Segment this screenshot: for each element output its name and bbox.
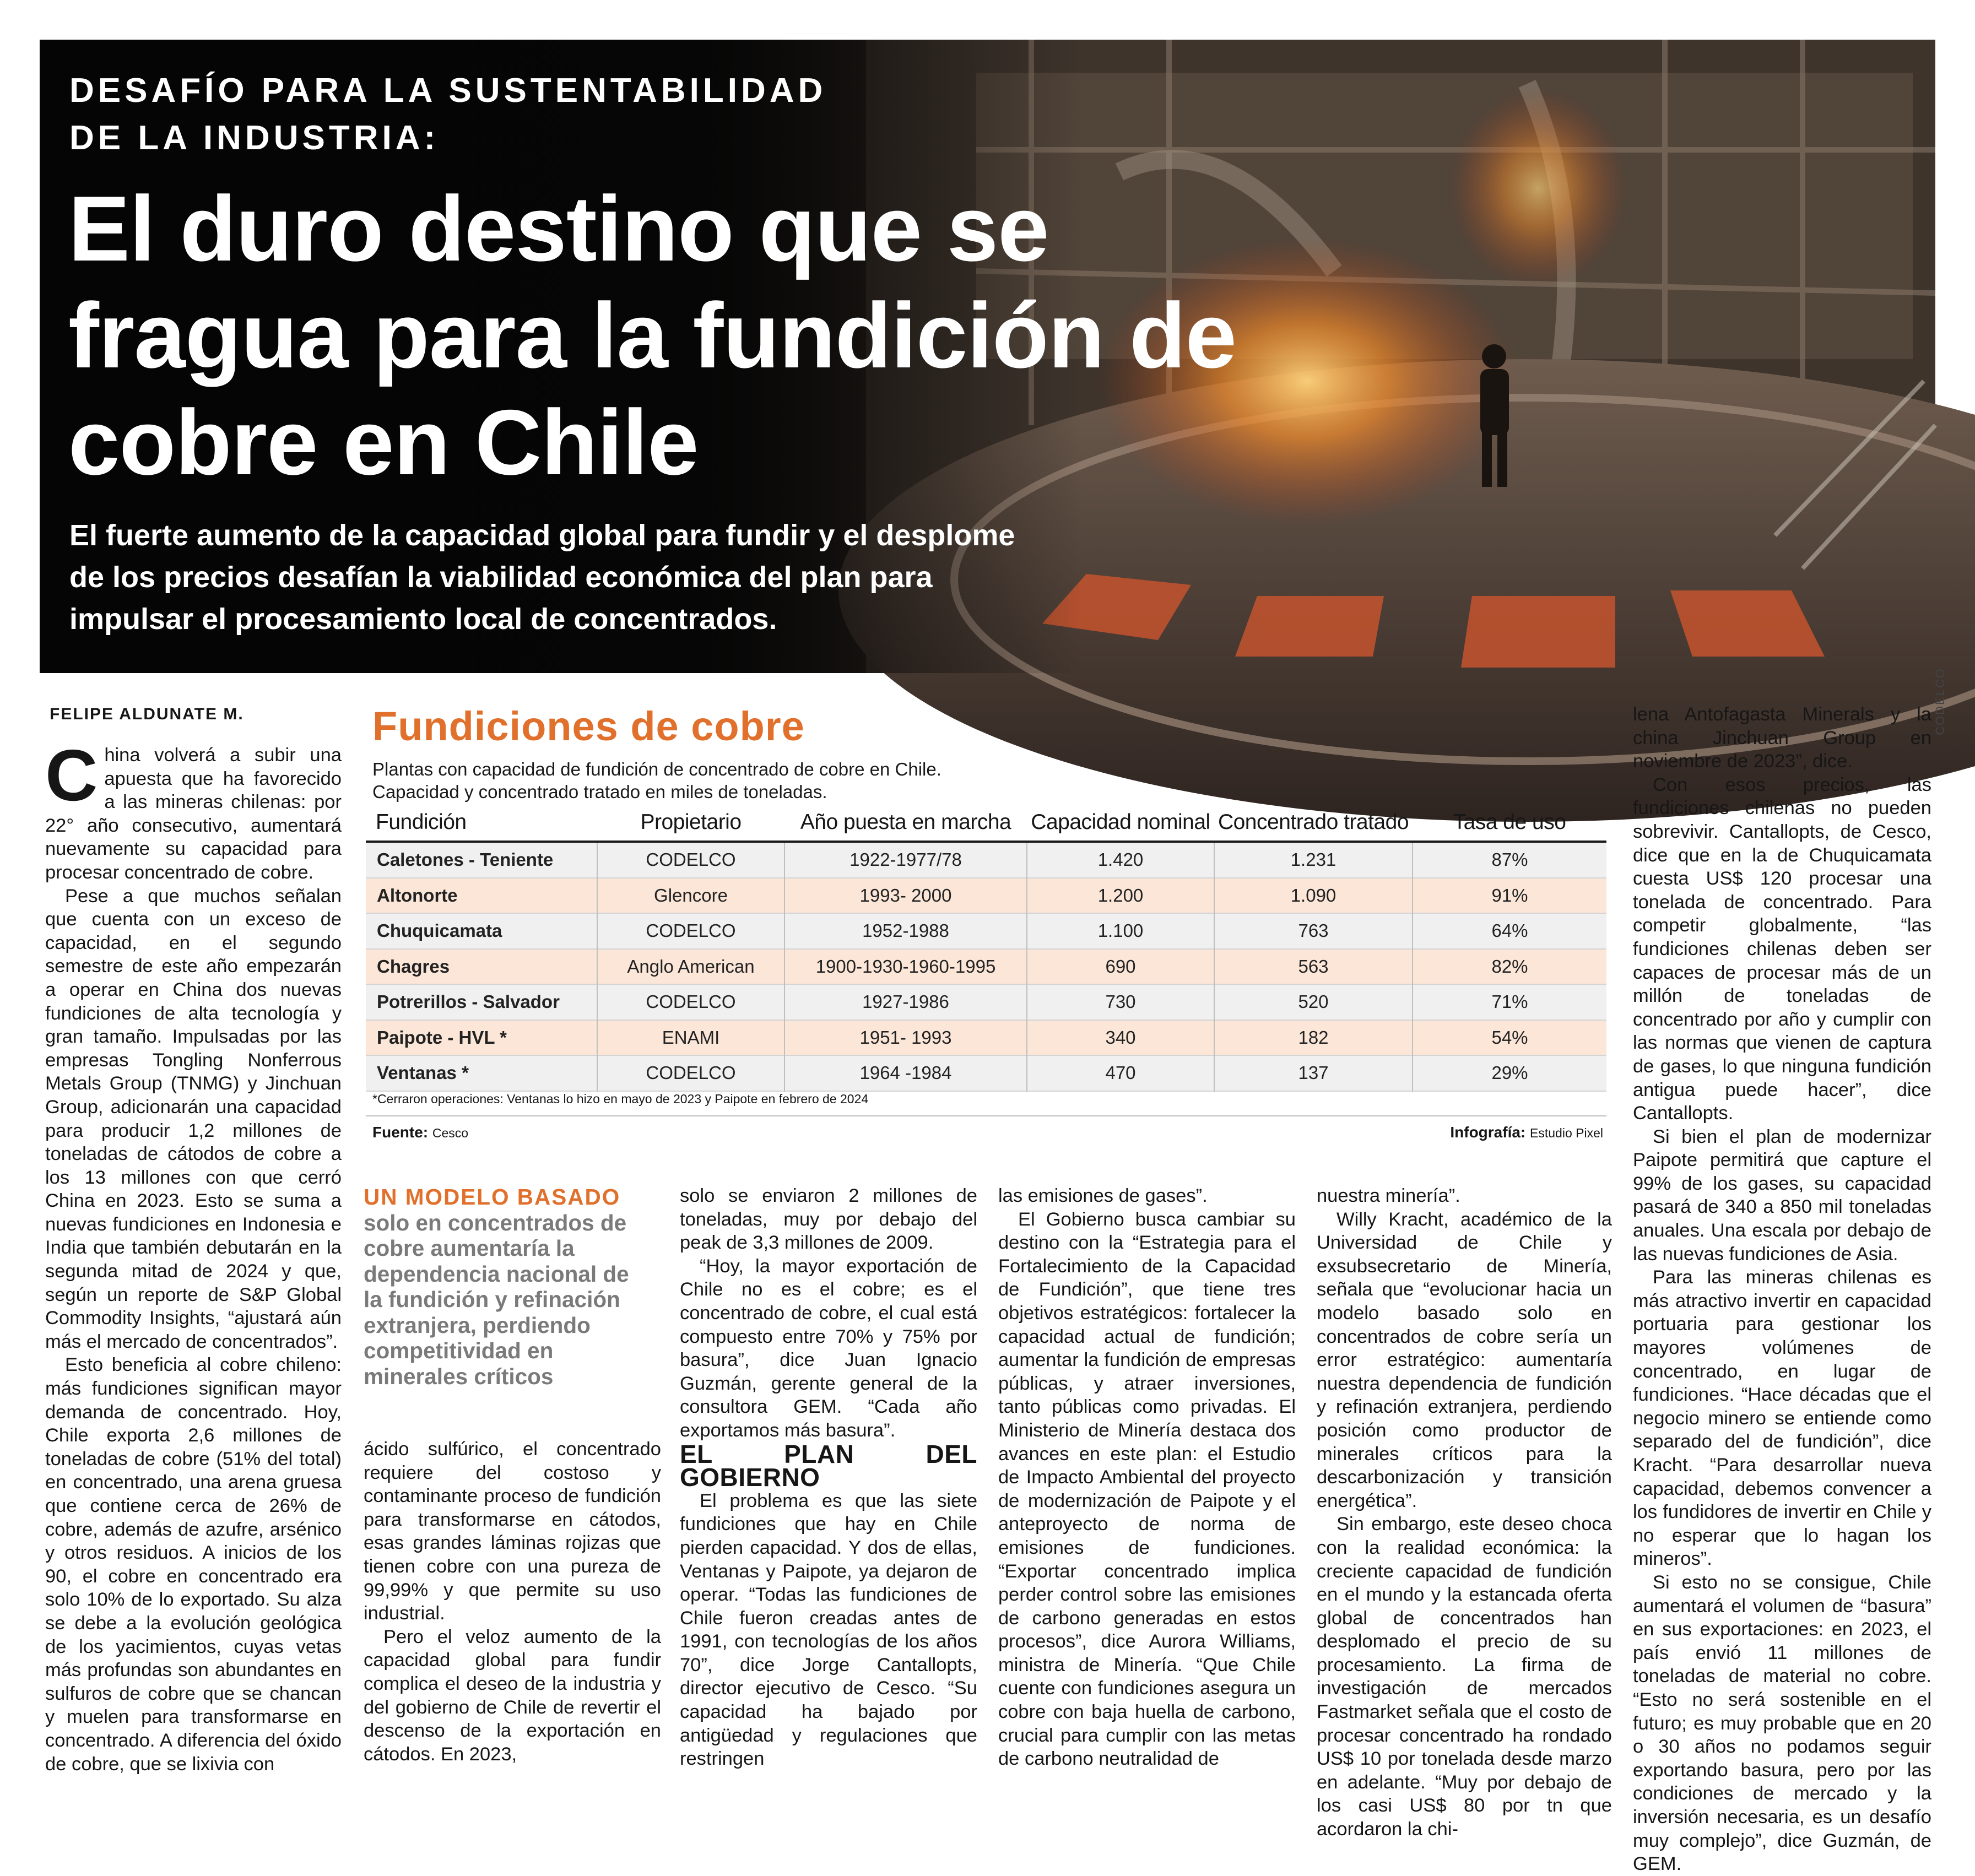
table-row [366, 949, 1606, 985]
article-paragraph: Esto beneficia al cobre chileno: más fundiciones significan mayor demanda de concentrado. Hoy, Chile exporta 2,6 millones de toneladas de cobre (51% del total) en concentrado, una arena gruesa que contiene cerca de 26% de cobre, además de azufre, arsénico y otros residuos. A inicios de los 90, el cobre en concentrado era solo 10% de lo exportado. Su alza se debe a la evolución geológica de los yacimientos, cuyas vetas más profundas son abundantes en sulfuros de cobre que se chancan y muelen para transformarse en concentrado. A diferencia del óxido de cobre, que se lixivia con [45, 1354, 342, 1775]
cell-usage: 82% [1413, 949, 1606, 985]
cell-owner: CODELCO [597, 842, 784, 878]
article-column-6 [1633, 703, 1931, 1876]
article-column-5 [1317, 1184, 1612, 1841]
cell-treated: 563 [1214, 949, 1413, 985]
kicker [69, 67, 841, 162]
article-paragraph: El problema es que las siete fundiciones que hay en Chile pierden capacidad. Y dos de ellas, Ventanas y Paipote, ya dejaron de operar. “Todas las fundiciones de Chile fueron creadas antes de 1991, con tecnologías de los años 70”, dice Jorge Cantallopts, director ejecutivo de Cesco. “Su capacidad ha bajado por antigüedad y regulaciones que restringen [680, 1490, 977, 1770]
graphic-credit [1450, 1124, 1603, 1141]
article-paragraph: Pese a que muchos señalan que cuenta con un exceso de capacidad, en el segundo semestre de este año empezarán a operar en China dos nuevas fundiciones de alta tecnología y gran tamaño. Impulsadas por las empresas Tongling Nonferrous Metals Group (TNMG) y Jinchuan Group, adicionarán una capacidad para producir 1,2 millones de toneladas de cátodos de cobre a los 13 millones con que cerró China en 2023. Esto se suma a nuevas fundiciones en Indonesia e India que también debutarán en la segunda mitad de 2024 y que, según un reporte de S&P Global Commodity Insights, “ajustará aún más el mercado de concentrados”. [45, 885, 342, 1352]
article-paragraph: “Hoy, la mayor exportación de Chile no es el cobre; es el concentrado de cobre, el cual está compuesto entre 70% y 75% por basura”, dice Juan Ignacio Guzmán, gerente general de la consultora GEM. “Cada año exportamos más basura”. [680, 1255, 977, 1441]
table-row [366, 913, 1606, 949]
table-row [366, 1055, 1606, 1091]
subtitle-line: Capacidad y concentrado tratado en miles de toneladas. [372, 782, 827, 802]
infographic-title: Fundiciones de cobre [372, 703, 805, 749]
cell-capacity: 730 [1027, 984, 1214, 1020]
headline: El duro destino que se fragua para la fundición de cobre en Chile [68, 177, 1237, 494]
article-paragraph: Con esos precios, las fundiciones chilenas no pueden sobrevivir. Cantallopts, de Cesco, dice que en la de Chuquicamata cuesta US$ 120 procesar una tonelada de concentrado. Para competir globalmente, “las fundiciones chilenas deben ser capaces de procesar más de un millón de toneladas de concentrado por año y cumplir con las normas que vienen de captura de gases, lo que ninguna fundición antigua puede hacer”, dice Cantallopts. [1633, 774, 1931, 1124]
cell-treated: 520 [1214, 984, 1413, 1020]
infographic-subtitle [372, 758, 941, 803]
cell-usage: 54% [1413, 1020, 1606, 1056]
smelters-table [366, 804, 1606, 1092]
article-paragraph: Pero el veloz aumento de la capacidad global para fundir complica el deseo de la industria y del gobierno de Chile de revertir el descenso de la exportación en cátodos. En 2023, [364, 1626, 661, 1765]
cell-capacity: 1.200 [1027, 878, 1214, 914]
cell-year: 1952-1988 [784, 913, 1027, 949]
smelters-infographic [361, 700, 1611, 1151]
cell-treated: 137 [1214, 1055, 1413, 1091]
article-column-1 [45, 735, 342, 1776]
source-label: Fuente: [372, 1124, 429, 1141]
cell-treated: 763 [1214, 913, 1413, 949]
column-header: Tasa de uso [1413, 804, 1606, 842]
divider [366, 1115, 1606, 1116]
cell-owner: ENAMI [597, 1020, 784, 1056]
kicker-line: DE LA INDUSTRIA: [69, 119, 440, 157]
cell-year: 1900-1930-1960-1995 [784, 949, 1027, 985]
table-row [366, 984, 1606, 1020]
column-header: Concentrado tratado [1214, 804, 1413, 842]
kicker-line: DESAFÍO PARA LA SUSTENTABILIDAD [69, 72, 827, 110]
cell-capacity: 1.420 [1027, 842, 1214, 878]
column-header: Año puesta en marcha [784, 804, 1027, 842]
pull-quote-lead: UN MODELO BASADO [364, 1184, 621, 1210]
article-paragraph: lena Antofagasta Minerals y la china Jinchuan Group en noviembre de 2023”, dice. [1633, 704, 1931, 772]
cell-year: 1951- 1993 [784, 1020, 1027, 1056]
cell-year: 1993- 2000 [784, 878, 1027, 914]
table-footnote: *Cerraron operaciones: Ventanas lo hizo en mayo de 2023 y Paipote en febrero de 2024 [372, 1092, 869, 1106]
cell-owner: CODELCO [597, 1055, 784, 1091]
column-header: Propietario [597, 804, 784, 842]
cell-smelter: Caletones - Teniente [366, 842, 597, 878]
credit-label: Infografía: [1450, 1124, 1526, 1141]
pull-quote [364, 1184, 650, 1389]
article-paragraph: Willy Kracht, académico de la Universidad de Chile y exsubsecretario de Minería, señala que “evolucionar hacia un modelo basado solo en concentrados de cobre sería un error estratégico: aumentaría nuestra dependencia de fundición y refinación extranjera, perdiendo posición como productor de minerales críticos para la descarbonización y transición energética”. [1317, 1208, 1612, 1511]
subtitle-line: Plantas con capacidad de fundición de concentrado de cobre en Chile. [372, 759, 941, 779]
cell-treated: 1.090 [1214, 878, 1413, 914]
article-paragraph: China volverá a subir una apuesta que ha favorecido a las mineras chilenas: por 22° año consecutivo, aumentará nuevamente su capacidad para procesar concentrado de cobre. [45, 735, 342, 883]
table-row [366, 842, 1606, 878]
article-column-4 [998, 1184, 1296, 1771]
article-paragraph: ácido sulfúrico, el concentrado requiere del costoso y contaminante proceso de fundición para transformarse en cátodos, esas grandes láminas rojizas que tienen cobre con una pureza de 99,99% y que permite su uso industrial. [364, 1439, 661, 1624]
article-paragraph: Si esto no se consigue, Chile aumentará el volumen de “basura” en sus exportaciones: en 2023, el país envió 11 millones de toneladas de material no cobre. “Esto no será sostenible en el futuro; es muy probable que en 20 o 30 años no podamos seguir exportando basura, pero por las condiciones de mercado y la inversión necesaria, es un desafío muy complejo”, dice Guzmán, de GEM. [1633, 1571, 1931, 1875]
photo-credit: CODELCO [1933, 668, 1947, 735]
cell-owner: CODELCO [597, 984, 784, 1020]
source-line [372, 1124, 468, 1141]
credit-value: Estudio Pixel [1530, 1126, 1603, 1140]
cell-usage: 64% [1413, 913, 1606, 949]
cell-owner: Glencore [597, 878, 784, 914]
cell-owner: CODELCO [597, 913, 784, 949]
table-header-row [366, 804, 1606, 842]
cell-smelter: Chuquicamata [366, 913, 597, 949]
column-header: Capacidad nominal [1027, 804, 1214, 842]
section-subhead: EL PLAN DEL GOBIERNO [680, 1439, 977, 1492]
cell-usage: 87% [1413, 842, 1606, 878]
article-paragraph: las emisiones de gases”. [998, 1185, 1208, 1206]
column-header: Fundición [366, 804, 597, 842]
cell-treated: 1.231 [1214, 842, 1413, 878]
cell-smelter: Paipote - HVL * [366, 1020, 597, 1056]
cell-usage: 29% [1413, 1055, 1606, 1091]
cell-smelter: Chagres [366, 949, 597, 985]
cell-year: 1922-1977/78 [784, 842, 1027, 878]
cell-capacity: 340 [1027, 1020, 1214, 1056]
cell-capacity: 1.100 [1027, 913, 1214, 949]
cell-year: 1964 -1984 [784, 1055, 1027, 1091]
pull-quote-text: solo en concentrados de cobre aumentaría la dependencia nacional de la fundición y refinación extranjera, perdiendo competitividad en minerales críticos [364, 1210, 629, 1389]
deck: El fuerte aumento de la capacidad global para fundir y el desplome de los precios desafían la viabilidad económica del plan para impulsar el procesamiento local de concentrados. [69, 519, 1015, 636]
cell-smelter: Ventanas * [366, 1055, 597, 1091]
article-paragraph: Si bien el plan de modernizar Paipote permitirá que capture el 99% de los gases, su capacidad pasará de 340 a 850 mil toneladas anuales. Una escala por debajo de las nuevas fundiciones de Asia. [1633, 1126, 1931, 1265]
cell-treated: 182 [1214, 1020, 1413, 1056]
source-value: Cesco [432, 1126, 469, 1140]
table-row [366, 878, 1606, 914]
byline: FELIPE ALDUNATE M. [50, 705, 244, 723]
cell-usage: 71% [1413, 984, 1606, 1020]
cell-smelter: Potrerillos - Salvador [366, 984, 597, 1020]
article-paragraph: Para las mineras chilenas es más atractivo invertir en capacidad portuaria para gestionar los mayores volúmenes de concentrado, en lugar de fundiciones. “Hace décadas que el negocio minero se entiende como separado del de fundición”, dice Kracht. “Para desarrollar nueva capacidad, debemos convencer a los fundidores de invertir en Chile y no esperar que lo hagan los mineros”. [1633, 1267, 1931, 1570]
article-column-3 [680, 1184, 977, 1771]
article-paragraph: nuestra minería”. [1317, 1185, 1460, 1206]
cell-year: 1927-1986 [784, 984, 1027, 1020]
cell-usage: 91% [1413, 878, 1606, 914]
cell-owner: Anglo American [597, 949, 784, 985]
cell-capacity: 470 [1027, 1055, 1214, 1091]
cell-capacity: 690 [1027, 949, 1214, 985]
article-paragraph: solo se enviaron 2 millones de toneladas, muy por debajo del peak de 3,3 millones de 2009. [680, 1185, 977, 1254]
table-row [366, 1020, 1606, 1056]
drop-cap: C [45, 735, 98, 816]
article-paragraph: El Gobierno busca cambiar su destino con la “Estrategia para el Fortalecimiento de la Capacidad de Fundición”, que tiene tres objetivos estratégicos: fortalecer la capacidad actual de fundición; aumentar la fundición de empresas públicas, y atraer inversiones, tanto públicas como privadas. El Ministerio de Minería destaca dos avances en este plan: el Estudio de Impacto Ambiental del proyecto de modernización de Paipote y el anteproyecto de norma de emisiones de fundiciones. “Exportar concentrado implica perder control sobre las emisiones de carbono generadas en estos procesos”, dice Aurora Williams, ministra de Minería. “Que Chile cuente con fundiciones asegura un cobre con baja huella de carbono, crucial para cumplir con las metas de carbono neutralidad de [998, 1208, 1296, 1770]
cell-smelter: Altonorte [366, 878, 597, 914]
article-paragraph: Sin embargo, este deseo choca con la realidad económica: la creciente capacidad de fundición en el mundo y la estancada oferta global de concentrados han desplomado el precio de su procesamiento. La firma de investigación de mercados Fastmarket señala que el costo de procesar concentrado ha rondado US$ 10 por tonelada desde marzo en adelante. “Muy por debajo de los casi US$ 80 por tn que acordaron la chi- [1317, 1514, 1612, 1840]
article-column-2 [364, 1438, 661, 1766]
